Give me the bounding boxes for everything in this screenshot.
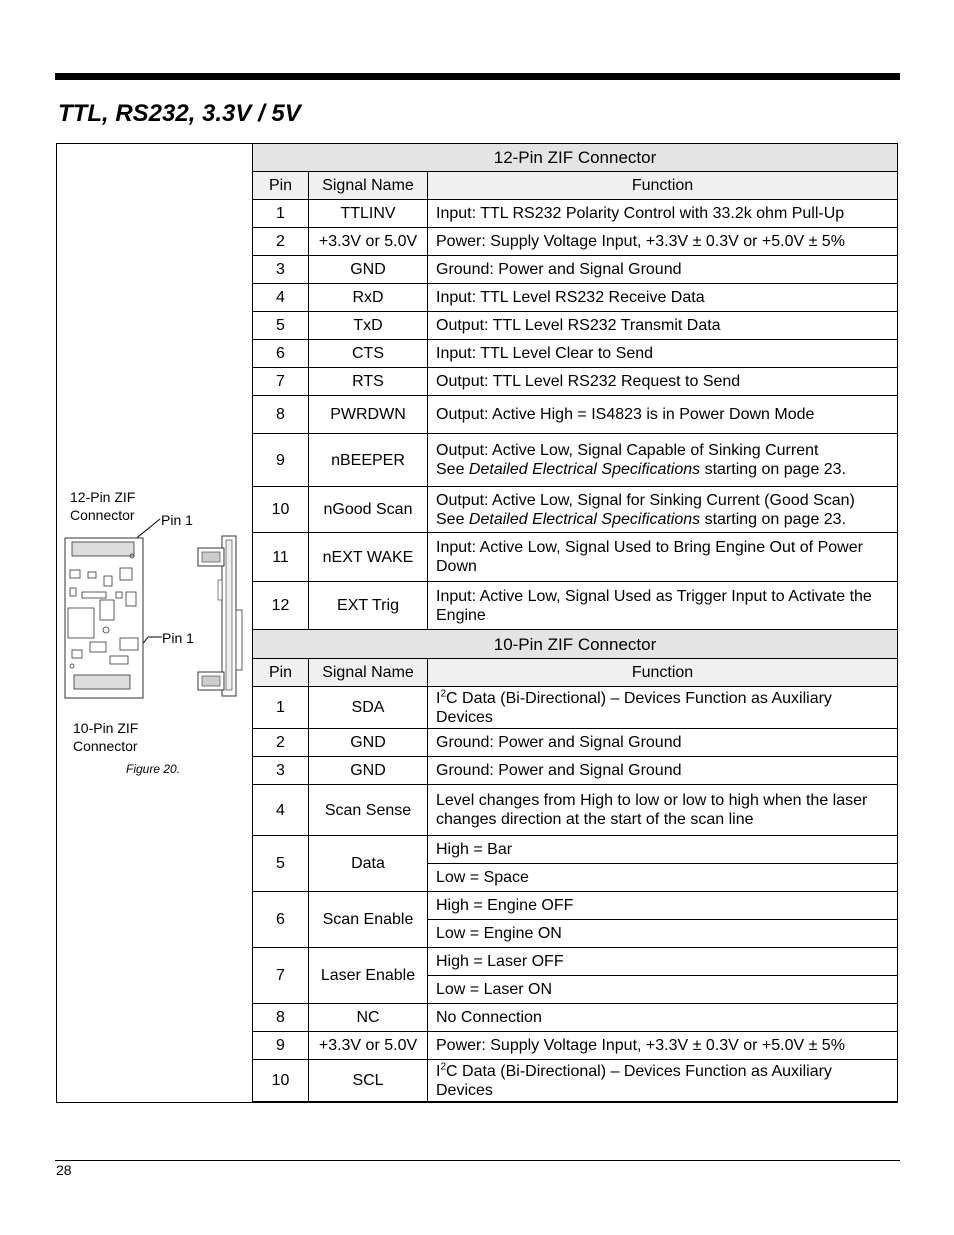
see-reference: Detailed Electrical Specifications [468, 510, 701, 528]
function-cell [428, 1060, 898, 1102]
table-row [253, 434, 898, 487]
label-12pin-line1: 12-Pin ZIF [70, 489, 136, 505]
table-row [253, 687, 898, 729]
table-row [253, 836, 898, 864]
function-cell [428, 340, 898, 368]
signal-cell: nEXT WAKE [309, 533, 428, 582]
table-row [253, 396, 898, 434]
pin-cell: 8 [253, 1004, 309, 1032]
function-cell [428, 434, 898, 487]
function-cell: Power: Supply Voltage Input, +3.3V ± 0.3V or +5.0V ± 5% [428, 1032, 898, 1060]
function-cell [428, 533, 898, 582]
pin-cell: 2 [253, 729, 309, 757]
table-row [253, 487, 898, 533]
function-cell: Ground: Power and Signal Ground [428, 729, 898, 757]
function-cell [428, 687, 898, 729]
function-cell: High = Bar [428, 836, 898, 864]
pin-cell: 4 [253, 785, 309, 836]
pin-cell: 7 [253, 948, 309, 1004]
table-row [253, 785, 898, 836]
label-10pin-zif [73, 719, 138, 755]
section-12pin-header [253, 144, 898, 172]
signal-cell: nBEEPER [309, 434, 428, 487]
signal-cell: Laser Enable [309, 948, 428, 1004]
table-row [253, 948, 898, 976]
signal-cell: +3.3V or 5.0V [309, 228, 428, 256]
function-cell [428, 368, 898, 396]
see-prefix: See [436, 461, 469, 478]
function-cell [428, 200, 898, 228]
column-header-row-12pin [253, 172, 898, 200]
signal-cell: GND [309, 729, 428, 757]
function-cell: No Connection [428, 1004, 898, 1032]
i2c-superscript: 2 [440, 1061, 447, 1073]
i2c-superscript: 2 [440, 688, 447, 700]
function-text: C Data (Bi-Directional) – Devices Function as Auxiliary Devices [436, 1062, 832, 1099]
i2c-prefix: I [436, 1062, 441, 1080]
engine-board-drawing [60, 500, 250, 720]
pin-cell: 3 [253, 757, 309, 785]
pin-cell: 1 [253, 687, 309, 729]
function-cell: High = Engine OFF [428, 892, 898, 920]
function-cell [428, 396, 898, 434]
label-pin1-top: Pin 1 [161, 512, 193, 528]
pin-cell: 12 [253, 582, 309, 630]
see-reference: Detailed Electrical Specifications [468, 461, 701, 478]
i2c-prefix: I [436, 689, 441, 707]
function-cell [428, 312, 898, 340]
function-cell [428, 487, 898, 533]
signal-cell: PWRDWN [309, 396, 428, 434]
function-cell: Level changes from High to low or low to high when the laser changes direction at the start of the scan line [428, 785, 898, 836]
pin-cell: 7 [253, 368, 309, 396]
see-prefix: See [436, 510, 469, 528]
table-row [253, 582, 898, 630]
label-10pin-line2: Connector [73, 738, 138, 754]
function-text: Input: Active Low, Signal Used to Bring Engine Out of Power Down [436, 539, 863, 575]
col-header-function: Function [428, 659, 898, 687]
pin-cell: 10 [253, 487, 309, 533]
function-cell: Low = Laser ON [428, 976, 898, 1004]
function-text: Input: TTL Level RS232 Receive Data [436, 289, 705, 306]
pin-cell: 2 [253, 228, 309, 256]
signal-cell: RxD [309, 284, 428, 312]
function-text: Output: TTL Level RS232 Transmit Data [436, 317, 721, 334]
table-row [253, 368, 898, 396]
signal-cell: TxD [309, 312, 428, 340]
signal-cell: SDA [309, 687, 428, 729]
pin-cell: 1 [253, 200, 309, 228]
pin-cell: 11 [253, 533, 309, 582]
signal-cell: GND [309, 757, 428, 785]
see-suffix: starting on page 23. [700, 510, 847, 528]
col-header-function: Function [428, 172, 898, 200]
page-title: TTL, RS232, 3.3V / 5V [58, 100, 301, 127]
function-cell [428, 284, 898, 312]
signal-cell: CTS [309, 340, 428, 368]
label-10pin-line1: 10-Pin ZIF [73, 720, 139, 736]
see-suffix: starting on page 23. [700, 461, 847, 478]
column-header-row-10pin [253, 659, 898, 687]
pin-cell: 3 [253, 256, 309, 284]
signal-cell: Scan Enable [309, 892, 428, 948]
table-row [253, 1060, 898, 1102]
signal-cell: TTLINV [309, 200, 428, 228]
table-row [253, 256, 898, 284]
function-text: Output: Active Low, Signal for Sinking Current (Good Scan) [436, 491, 855, 509]
pin-cell: 8 [253, 396, 309, 434]
col-header-signal: Signal Name [309, 659, 428, 687]
table-row [253, 1032, 898, 1060]
function-cell: High = Laser OFF [428, 948, 898, 976]
signal-cell: +3.3V or 5.0V [309, 1032, 428, 1060]
col-header-pin: Pin [253, 172, 309, 200]
function-text: Input: TTL RS232 Polarity Control with 33.2k ohm Pull-Up [436, 205, 845, 222]
function-text: Output: TTL Level RS232 Request to Send [436, 373, 741, 390]
table-row [253, 340, 898, 368]
function-cell [428, 582, 898, 630]
function-cell: Ground: Power and Signal Ground [428, 757, 898, 785]
pin-cell: 5 [253, 312, 309, 340]
function-text: C Data (Bi-Directional) – Devices Function as Auxiliary Devices [436, 689, 832, 726]
signal-cell: Scan Sense [309, 785, 428, 836]
table-row [253, 757, 898, 785]
function-text: Output: Active High = IS4823 is in Power Down Mode [436, 406, 815, 423]
page-number: 28 [56, 1162, 72, 1178]
signal-cell: nGood Scan [309, 487, 428, 533]
signal-cell: NC [309, 1004, 428, 1032]
table-row [253, 200, 898, 228]
table-row [253, 1004, 898, 1032]
pin-cell: 5 [253, 836, 309, 892]
signal-cell: Data [309, 836, 428, 892]
pin-cell: 10 [253, 1060, 309, 1102]
table-row [253, 284, 898, 312]
footer-rule [55, 1160, 900, 1161]
signal-cell: RTS [309, 368, 428, 396]
table-row [253, 729, 898, 757]
header-rule [55, 73, 900, 80]
section-10pin-header [253, 630, 898, 659]
section-title-10pin: 10-Pin ZIF Connector [253, 630, 898, 659]
label-12pin-line2: Connector [70, 507, 135, 523]
signal-cell: EXT Trig [309, 582, 428, 630]
pin-cell: 9 [253, 434, 309, 487]
signal-cell: SCL [309, 1060, 428, 1102]
col-header-pin: Pin [253, 659, 309, 687]
pin-cell: 9 [253, 1032, 309, 1060]
figure-caption: Figure 20. [126, 762, 181, 776]
function-cell: Low = Space [428, 864, 898, 892]
function-text: Input: TTL Level Clear to Send [436, 345, 654, 362]
section-title-12pin: 12-Pin ZIF Connector [253, 144, 898, 172]
label-pin1-bottom: Pin 1 [162, 630, 194, 646]
pin-cell: 6 [253, 340, 309, 368]
pin-cell: 4 [253, 284, 309, 312]
function-cell [428, 256, 898, 284]
table-row [253, 312, 898, 340]
function-text: Output: Active Low, Signal Capable of Sinking Current [436, 442, 819, 459]
function-text: Input: Active Low, Signal Used as Trigger Input to Activate the Engine [436, 587, 872, 624]
function-text: Power: Supply Voltage Input, +3.3V ± 0.3V or +5.0V ± 5% [436, 233, 845, 250]
function-text: Ground: Power and Signal Ground [436, 261, 682, 278]
signal-cell: GND [309, 256, 428, 284]
table-row [253, 228, 898, 256]
function-cell [428, 228, 898, 256]
function-cell: Low = Engine ON [428, 920, 898, 948]
table-row [253, 533, 898, 582]
pin-cell: 6 [253, 892, 309, 948]
table-row [253, 892, 898, 920]
col-header-signal: Signal Name [309, 172, 428, 200]
pinout-table [252, 143, 898, 1102]
